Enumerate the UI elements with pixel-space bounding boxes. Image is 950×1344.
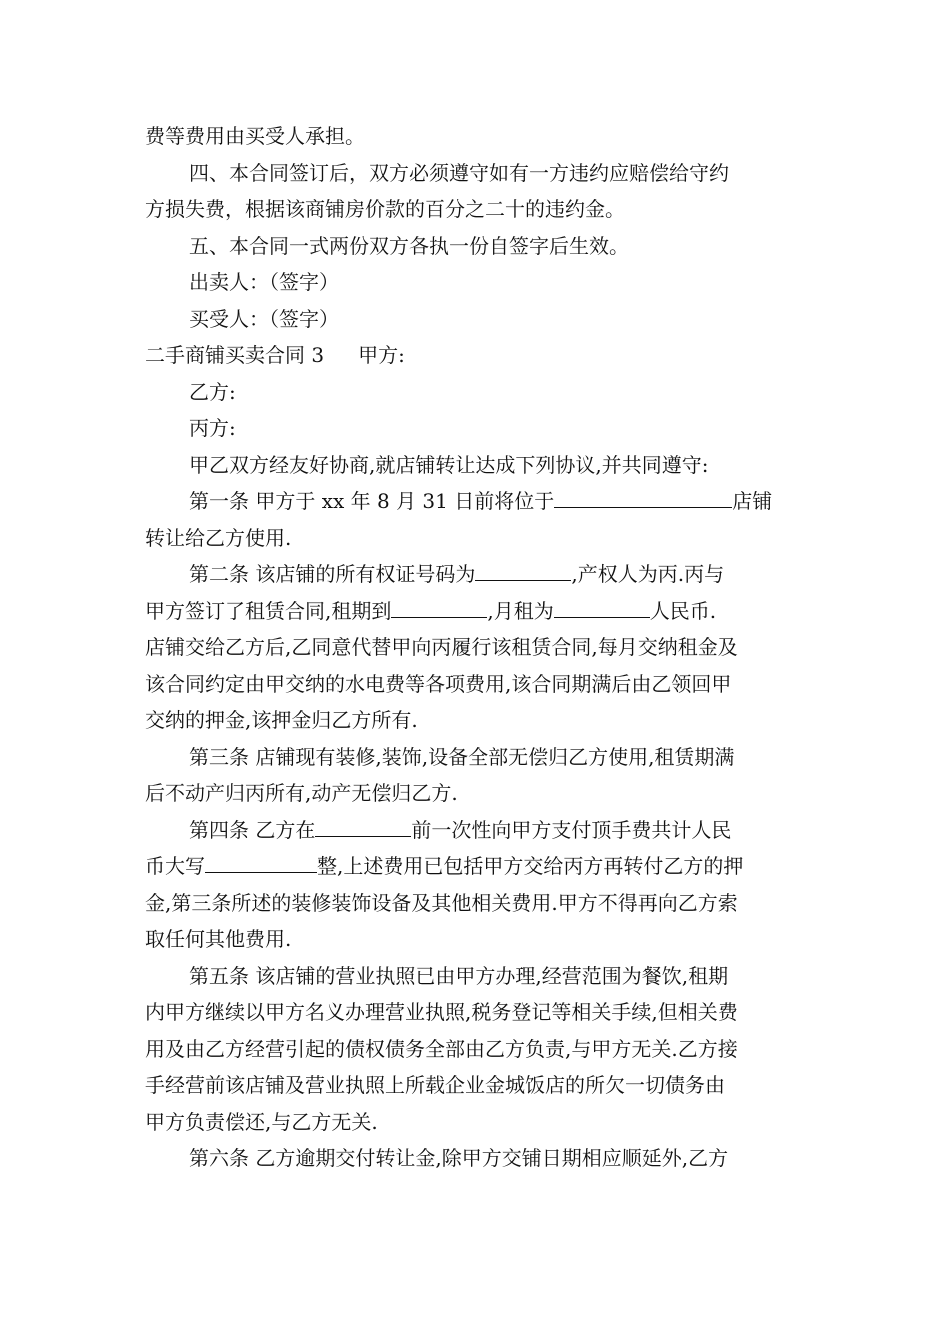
- party-b-label: 乙方:: [189, 379, 236, 404]
- text-line: 内甲方继续以甲方名义办理营业执照,税务登记等相关手续,但相关费: [145, 1000, 738, 1024]
- clause-four: 四、本合同签订后，双方必须遵守如有一方违约应赔偿给守约: [189, 160, 729, 185]
- text-line: 该合同约定由甲交纳的水电费等各项费用,该合同期满后由乙领回甲: [145, 671, 732, 696]
- amount-in-words-blank[interactable]: [205, 854, 317, 873]
- article-two: 第二条 该店铺的所有权证号码为 ,产权人为丙.丙与: [189, 562, 725, 586]
- article-four: 第四条 乙方在 前一次性向甲方支付顶手费共计人民: [189, 817, 732, 842]
- seller-signature: 出卖人：（签字）: [189, 270, 339, 294]
- text-line: 甲方签订了租赁合同,租期到 ,月租为 人民币.: [145, 598, 717, 623]
- text-line: 用及由乙方经营引起的债权债务全部由乙方负责,与甲方无关.乙方接: [145, 1036, 738, 1061]
- contract-heading: [145, 337, 805, 374]
- monthly-rent-blank[interactable]: [554, 599, 650, 618]
- party-c-label: 丙方:: [189, 416, 236, 440]
- article-one: 第一条 甲方于 xx 年 8 月 31 日前将位于 店铺: [189, 489, 773, 513]
- document-body: [145, 118, 805, 1177]
- article-six: 第六条 乙方逾期交付转让金,除甲方交铺日期相应顺延外,乙方: [189, 1146, 729, 1170]
- buyer-signature: 买受人：（签字）: [189, 306, 339, 331]
- lease-term-blank[interactable]: [391, 599, 487, 618]
- preamble: 甲乙双方经友好协商,就店铺转让达成下列协议,并共同遵守:: [189, 452, 709, 477]
- article-three: 第三条 店铺现有装修,装饰,设备全部无偿归乙方使用,租赁期满: [189, 744, 735, 769]
- clause-five: 五、本合同一式两份双方各执一份自签字后生效。: [189, 233, 629, 258]
- text-line: 手经营前该店铺及营业执照上所载企业金城饭店的所欠一切债务由: [145, 1073, 725, 1097]
- text-line: 转让给乙方使用.: [145, 525, 292, 550]
- contract-title: 二手商铺买卖合同 3: [145, 343, 325, 367]
- text-line: 币大写 整,上述费用已包括甲方交给丙方再转付乙方的押: [145, 854, 744, 878]
- article-five: 第五条 该店铺的营业执照已由甲方办理,经营范围为餐饮,租期: [189, 963, 729, 988]
- text-line: 费等费用由买受人承担。: [145, 124, 365, 148]
- payment-date-blank[interactable]: [315, 818, 411, 837]
- text-line: 甲方负责偿还,与乙方无关.: [145, 1109, 378, 1134]
- text-line: 金,第三条所述的装修装饰设备及其他相关费用.甲方不得再向乙方索: [145, 890, 738, 915]
- text-line: 店铺交给乙方后,乙同意代替甲向丙履行该租赁合同,每月交纳租金及: [145, 635, 738, 659]
- text-line: 方损失费，根据该商铺房价款的百分之二十的违约金。: [145, 197, 625, 221]
- party-a-label: 甲方:: [358, 343, 405, 367]
- text-line: 取任何其他费用.: [145, 927, 292, 951]
- text-line: 后不动产归丙所有,动产无偿归乙方.: [145, 781, 458, 805]
- text-line: 交纳的押金,该押金归乙方所有.: [145, 708, 418, 732]
- location-blank[interactable]: [554, 489, 732, 508]
- certificate-number-blank[interactable]: [475, 562, 571, 581]
